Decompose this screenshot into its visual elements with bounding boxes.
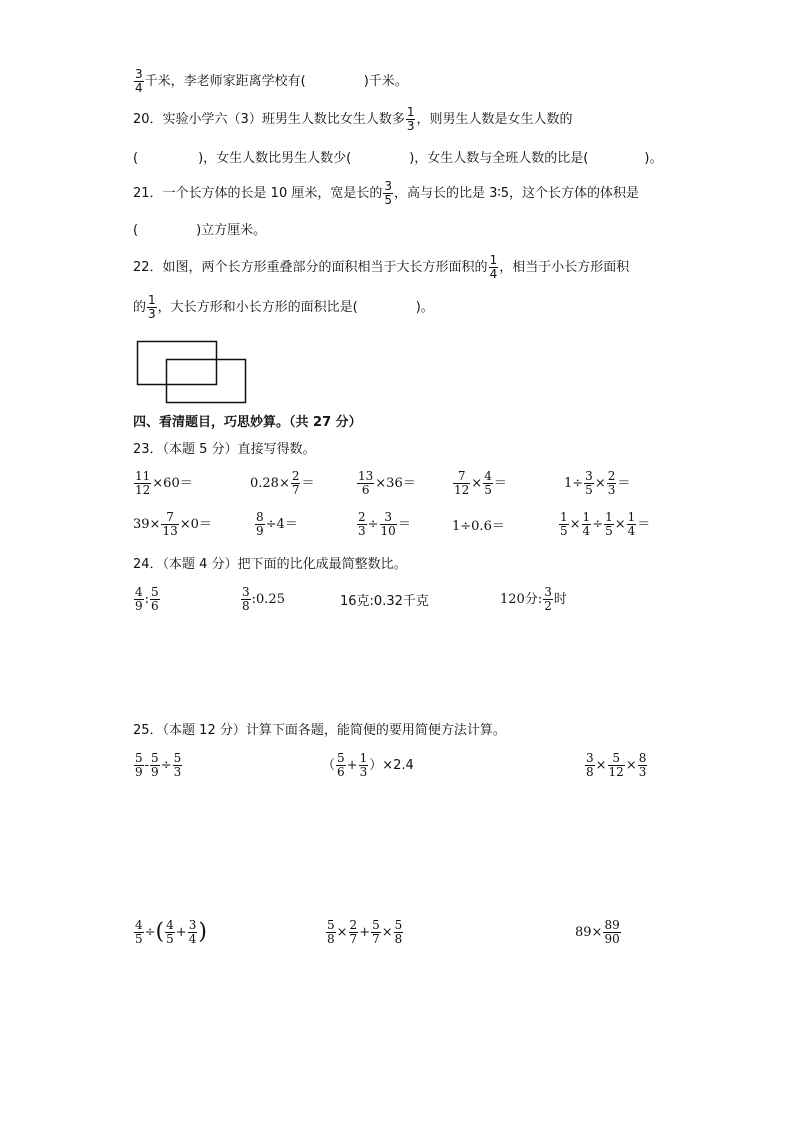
- q24-b: $\frac{3}{8}$ :0.25: [242, 585, 285, 613]
- q24-title: 24．（本题 4 分）把下面的比化成最简整数比。: [133, 557, 407, 572]
- q25-b: （ $\frac{5}{6}$ + $\frac{1}{3}$ ）×2.4: [322, 751, 414, 779]
- q23-r1-e: 1÷ $\frac{3}{5}$ × $\frac{2}{3}$ ＝: [564, 469, 631, 497]
- q23-r1-a: $\frac{11}{12}$ ×60＝: [135, 469, 193, 497]
- q24-d: 120分: $\frac{3}{2}$ 时: [500, 585, 567, 613]
- fraction: $\frac{1}{4}$: [489, 253, 498, 281]
- fraction: $\frac{3}{4}$: [135, 67, 143, 95]
- small-rectangle: [167, 360, 246, 403]
- q25-f: 89× $\frac{89}{90}$: [575, 918, 620, 946]
- q25-a: $\frac{5}{9}$ - $\frac{5}{9}$ ÷ $\frac{5}{3}$: [135, 751, 182, 779]
- q23-r2-d: 1÷0.6＝: [452, 519, 505, 534]
- q23-r2-a: 39× $\frac{7}{13}$ ×0＝: [133, 510, 212, 538]
- q23-r2-e: $\frac{1}{5}$ × $\frac{1}{4}$ ÷ $\frac{1}{5}$ × $\frac{1}{4}$ ＝: [560, 510, 651, 538]
- q25-c: $\frac{3}{8}$ × $\frac{5}{12}$ × $\frac{8}{3}$: [586, 751, 647, 779]
- fraction: $\frac{1}{3}$: [148, 293, 156, 321]
- fraction: $\frac{3}{5}$: [384, 179, 392, 207]
- q21-line1: 21．一个长方体的长是 10 厘米，宽是长的 $\frac{3}{5}$ ，高与长的比是 3∶5，这个长方体的体积是: [133, 179, 640, 207]
- q25-title: 25．（本题 12 分）计算下面各题，能简便的要用简便方法计算。: [133, 723, 506, 738]
- q24-c: 16克:0.32千克: [340, 594, 429, 609]
- q20-line1: 20．实验小学六（3）班男生人数比女生人数多 $\frac{1}{3}$ ，则男生人数是女生人数的: [133, 105, 573, 133]
- q23-r2-b: $\frac{8}{9}$ ÷4＝: [256, 510, 298, 538]
- q22-line1: 22．如图，两个长方形重叠部分的面积相当于大长方形面积的 $\frac{1}{4}$ ，相当于小长方形面积: [133, 253, 630, 281]
- q19-tail-line: $\frac{3}{4}$ 千米，李老师家距离学校有( )千米。: [135, 67, 408, 95]
- q24-a: $\frac{4}{9}$ : $\frac{5}{6}$: [135, 585, 159, 613]
- q21-line2: ( )立方厘米。: [133, 223, 267, 238]
- q23-r1-b: 0.28× $\frac{2}{7}$ ＝: [250, 469, 315, 497]
- q23-r2-c: $\frac{2}{3}$ ÷ $\frac{3}{10}$ ＝: [358, 510, 411, 538]
- q25-d: $\frac{4}{5}$ ÷( $\frac{4}{5}$ + $\frac{3}{4}$ ): [135, 918, 207, 946]
- fraction: $\frac{1}{3}$: [406, 105, 415, 133]
- q25-e: $\frac{5}{8}$ × $\frac{2}{7}$ + $\frac{5}{7}$ × $\frac{5}{8}$: [327, 918, 403, 946]
- q23-title: 23．（本题 5 分）直接写得数。: [133, 442, 316, 457]
- q23-r1-d: $\frac{7}{12}$ × $\frac{4}{5}$ ＝: [454, 469, 507, 497]
- q22-line2: 的 $\frac{1}{3}$ ，大长方形和小长方形的面积比是( )。: [133, 293, 434, 321]
- large-rectangle: [138, 342, 217, 385]
- q23-r1-c: $\frac{13}{6}$ ×36＝: [358, 469, 416, 497]
- section4-heading: 四、看清题目，巧思妙算。（共 27 分）: [133, 415, 362, 430]
- q20-line2: ( )，女生人数比男生人数少( )，女生人数与全班人数的比是( )。: [133, 151, 663, 166]
